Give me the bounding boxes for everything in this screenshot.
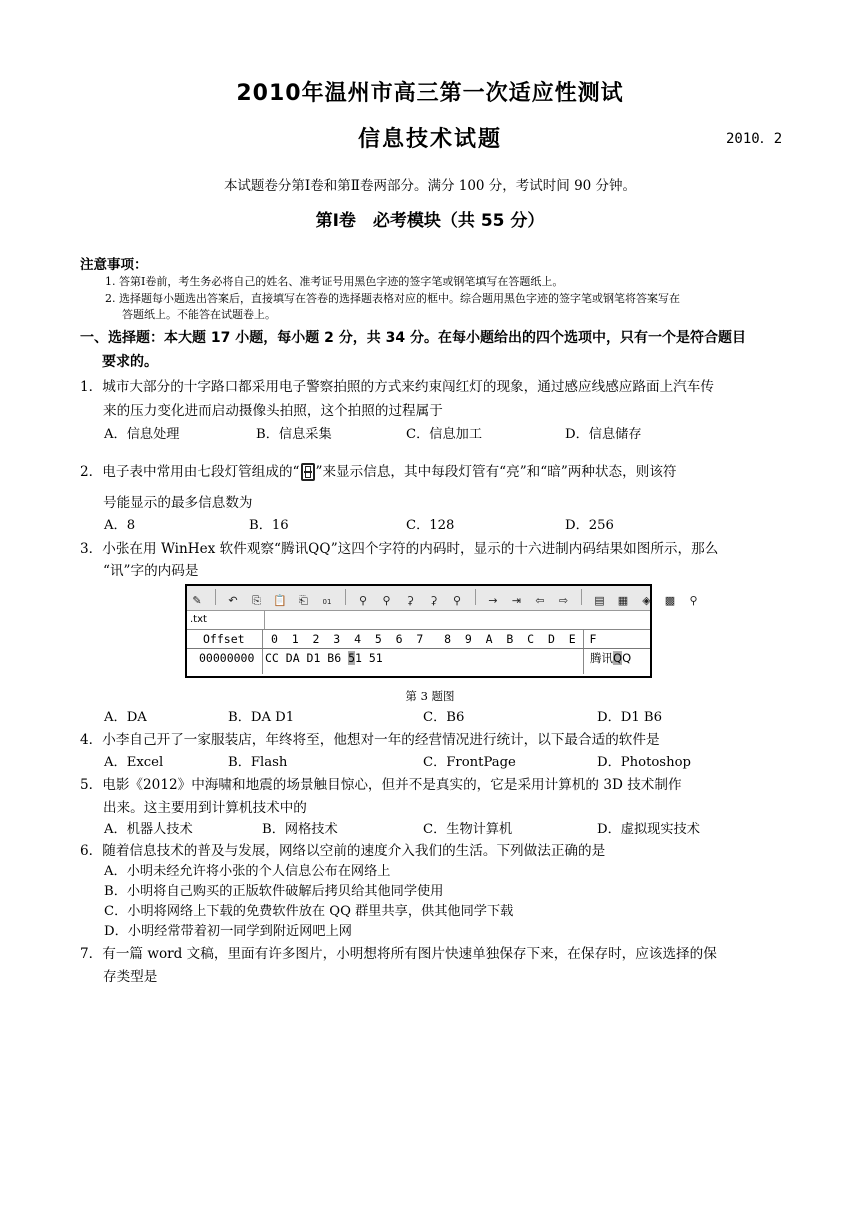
edit-icon: ✎ (192, 594, 202, 607)
goto-icon: → (488, 594, 498, 607)
seven-segment-icon (301, 463, 315, 481)
back-icon: ⇦ (535, 594, 545, 607)
find-icon: ⚲ (358, 594, 368, 607)
ram-icon: ▦ (617, 594, 629, 607)
q4-option-d: D．Photoshop (597, 755, 691, 770)
note-item: 1. 答第Ⅰ卷前，考生务必将自己的姓名、准考证号用黑色字迹的签字笔或钢笔填写在答题纸上。 (105, 275, 564, 288)
figure-caption: 第 3 题图 (405, 689, 455, 703)
q4-option-c: C．FrontPage (423, 755, 516, 770)
row-offset: 00000000 (199, 651, 255, 665)
q2-option-b: B．16 (249, 518, 289, 533)
question-2-line: 号能显示的最多信息数为 (103, 495, 253, 511)
binary-icon: 01 (322, 598, 332, 606)
q6-option-b: B．小明将自己购买的正版软件破解后拷贝给其他同学使用 (104, 884, 444, 899)
question-2-text: 2．电子表中常用由七段灯管组成的“ (80, 464, 300, 480)
toolbar-separator (581, 589, 582, 605)
toolbar-separator (215, 589, 216, 605)
section-line: 一、选择题：本大题 17 小题，每小题 2 分，共 34 分。在每小题给出的四个选项中，只有一个是符合题目 (80, 330, 746, 346)
row-text-chars: 腾讯 (590, 651, 613, 665)
q1-option-d: D．信息储存 (565, 427, 642, 442)
q3-option-a: A．DA (104, 710, 147, 725)
q3-option-d: D．D1 B6 (597, 710, 662, 725)
q1-option-a: A．信息处理 (104, 427, 180, 442)
section-heading (80, 326, 782, 374)
paste-special-icon: ⎗ (299, 594, 308, 607)
copy-icon: ⎘ (252, 594, 261, 607)
q5-option-d: D．虚拟现实技术 (597, 822, 700, 837)
replace-hex-icon: ⚳ (429, 594, 438, 607)
file-tab: .txt (187, 611, 265, 629)
row-bytes-text: CC DA D1 B6 (265, 651, 349, 665)
question-3-line: “讯”字的内码是 (103, 563, 199, 579)
find-next-icon: ⚲ (452, 594, 462, 607)
note-item: 2. 选择题每小题选出答案后，直接填写在答卷的选择题表格对应的框中。综合题用黑色字迹的签字笔或钢笔将答案写在 (105, 292, 680, 305)
search-icon: ⚲ (689, 594, 698, 607)
part-heading: 第Ⅰ卷 必考模块（共 55 分） (315, 211, 545, 231)
calculator-icon: ▩ (664, 594, 676, 607)
q5-option-a: A．机器人技术 (104, 822, 193, 837)
goto-offset-icon: ⇥ (511, 594, 522, 607)
winhex-toolbar (187, 586, 698, 611)
question-5-line: 出来。这主要用到计算机技术中的 (103, 800, 307, 816)
column-header: 0 1 2 3 4 5 6 7 8 9 A B C D E F (271, 632, 597, 646)
forward-icon: ⇨ (558, 594, 569, 607)
text-cursor-highlight: Q (613, 651, 623, 665)
q4-option-b: B．Flash (228, 755, 288, 770)
q6-option-c: C．小明将网络上下载的免费软件放在 QQ 群里共享，供其他同学下载 (104, 904, 514, 919)
row-text (590, 649, 631, 667)
cursor-highlight: 5 (348, 651, 356, 665)
question-7-line: 7．有一篇 word 文稿，里面有许多图片，小明想将所有图片快速单独保存下来，在保存时，应该选择的保 (80, 946, 717, 962)
question-1-line: 1．城市大部分的十字路口都采用电子警察拍照的方式来约束闯红灯的现象，通过感应线感应路面上汽车传 (80, 379, 714, 395)
exam-title: 2010年温州市高三第一次适应性测试 (236, 81, 624, 106)
toolbar-separator (345, 589, 346, 605)
question-6-line: 6．随着信息技术的普及与发展，网络以空前的速度介入我们的生活。下列做法正确的是 (80, 843, 606, 859)
paste-icon: 📋 (273, 594, 287, 607)
row-text-chars: Q (622, 651, 632, 665)
q6-option-d: D．小明经常带着初一同学到附近网吧上网 (104, 924, 352, 939)
q2-option-d: D．256 (565, 518, 614, 533)
tools-icon: ◈ (642, 594, 651, 607)
question-3-line: 3．小张在用 WinHex 软件观察“腾讯QQ”这四个字符的内码时，显示的十六进制内码结果如图所示，那么 (80, 541, 719, 557)
question-2-line (80, 461, 677, 483)
undo-icon: ↶ (228, 594, 238, 607)
q2-option-c: C．128 (406, 518, 455, 533)
toolbar-separator (475, 589, 476, 605)
find-hex-icon: ⚲ (382, 594, 391, 607)
q3-option-c: C．B6 (423, 710, 465, 725)
q2-option-a: A．8 (104, 518, 136, 533)
row-bytes-text: 1 51 (355, 651, 383, 665)
q5-option-c: C．生物计算机 (423, 822, 513, 837)
question-7-line: 存类型是 (103, 969, 158, 985)
row-bytes (265, 649, 383, 667)
hex-data-row (187, 648, 650, 677)
offset-header: Offset (203, 632, 245, 646)
disk-icon: ▤ (594, 594, 605, 607)
question-4-line: 4．小李自己开了一家服装店，年终将至，他想对一年的经营情况进行统计，以下最合适的软件是 (80, 732, 660, 748)
exam-intro: 本试题卷分第Ⅰ卷和第Ⅱ卷两部分。满分 100 分，考试时间 90 分钟。 (223, 178, 637, 194)
exam-subtitle: 信息技术试题 (357, 127, 502, 152)
q6-option-a: A．小明未经允许将小张的个人信息公布在网络上 (104, 864, 391, 879)
q4-option-a: A．Excel (104, 755, 164, 770)
q3-option-b: B．DA D1 (228, 710, 295, 725)
notes-heading: 注意事项： (80, 257, 148, 273)
exam-date: 2010．2 (726, 131, 783, 147)
question-1-line: 来的压力变化进而启动摄像头拍照，这个拍照的过程属于 (103, 403, 443, 419)
section-line: 要求的。 (102, 354, 158, 370)
replace-icon: ⚳ (405, 594, 415, 607)
question-5-line: 5．电影《2012》中海啸和地震的场景触目惊心，但并不是真实的，它是采用计算机的 3D 技术制作 (80, 777, 682, 793)
note-item: 答题纸上。不能答在试题卷上。 (122, 308, 276, 321)
q1-option-c: C．信息加工 (406, 427, 483, 442)
question-2-text: ”来显示信息，其中每段灯管有“亮”和“暗”两种状态，则该符 (315, 464, 677, 480)
winhex-screenshot (185, 584, 698, 678)
q1-option-b: B．信息采集 (256, 427, 332, 442)
hex-header-row (187, 630, 650, 648)
q5-option-b: B．网格技术 (262, 822, 338, 837)
